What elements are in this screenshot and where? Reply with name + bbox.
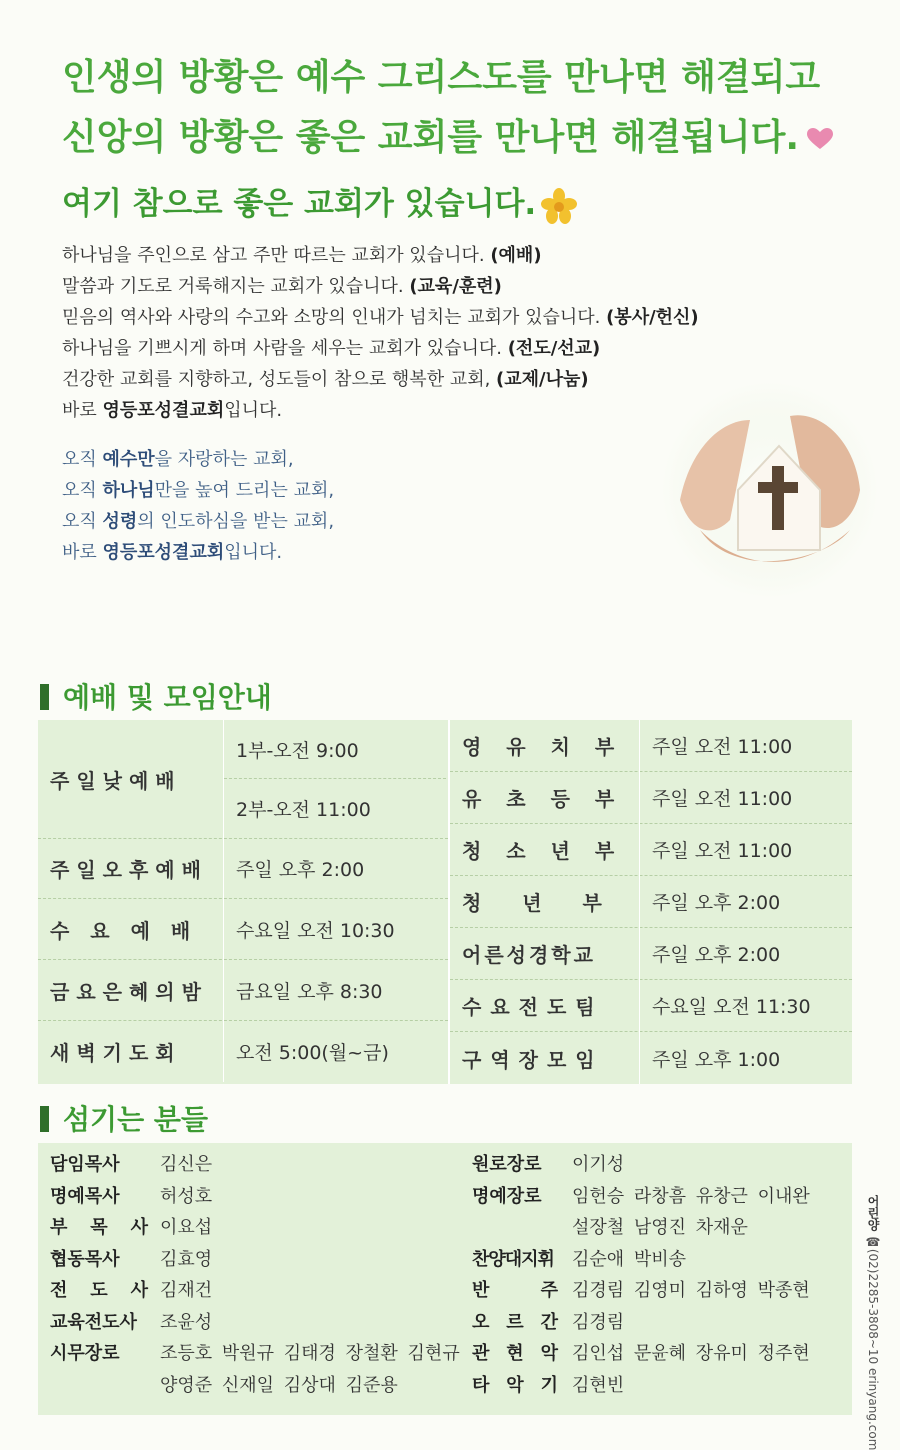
staff-names xyxy=(572,1244,686,1276)
service-row xyxy=(450,1032,852,1084)
service-name: 청 년 부 xyxy=(450,876,640,928)
staff-names xyxy=(160,1275,212,1307)
service-time: 주일 오전 11:00 xyxy=(652,788,793,810)
service-row xyxy=(38,838,448,899)
staff-name-line: 김재건 xyxy=(160,1280,213,1301)
only-pre: 오직 xyxy=(62,480,103,501)
headline-line-2 xyxy=(62,108,842,168)
service-row xyxy=(450,720,852,772)
service-time: 주일 오전 11:00 xyxy=(652,840,793,862)
service-time: 오전 5:00(월~금) xyxy=(236,1042,389,1064)
service-row xyxy=(450,980,852,1032)
staff-names xyxy=(160,1149,212,1181)
only-post: 의 인도하심을 받는 교회, xyxy=(137,511,335,532)
staff-row xyxy=(38,1181,460,1213)
staff-role: 시무장로 xyxy=(50,1343,120,1364)
only-bold: 예수만 xyxy=(102,449,155,470)
staff-row xyxy=(38,1307,460,1339)
staff-right-column xyxy=(472,1149,810,1401)
only-pre: 오직 xyxy=(62,511,103,532)
headline-line-1: 인생의 방황은 예수 그리스도를 만나면 해결되고 xyxy=(62,57,821,98)
side-credit xyxy=(862,1195,882,1450)
staff-names xyxy=(160,1244,212,1276)
staff-role: 교육전도사 xyxy=(50,1311,137,1333)
staff-name-line: 설장철 남영진 차재운 xyxy=(572,1217,748,1238)
staff-name-line: 조윤성 xyxy=(160,1311,213,1333)
service-time: 주일 오후 1:00 xyxy=(652,1048,781,1071)
service-time: 주일 오후 2:00 xyxy=(652,944,781,966)
services-section-title xyxy=(40,676,272,716)
intro-line-after: 입니다. xyxy=(224,400,283,421)
service-time: 주일 오후 2:00 xyxy=(652,892,781,914)
section-bar xyxy=(40,684,49,710)
heart-icon xyxy=(807,128,833,150)
service-name: 어른성경학교 xyxy=(450,928,640,980)
intro-line-tag: (전도/선교) xyxy=(507,338,601,359)
intro-line-tag: (교육/훈련) xyxy=(409,276,502,297)
staff-row xyxy=(472,1181,810,1244)
headline-line-2-text: 신앙의 방황은 좋은 교회를 만나면 해결됩니다. xyxy=(62,117,800,158)
intro-line xyxy=(62,240,822,271)
service-row xyxy=(38,960,448,1021)
service-name: 금요은혜의밤 xyxy=(38,960,224,1021)
only-statements xyxy=(62,444,334,568)
staff-name-line: 이요섭 xyxy=(160,1217,213,1238)
staff-name-line: 김경림 김영미 김하영 박종현 xyxy=(572,1280,810,1301)
staff-row xyxy=(472,1149,810,1181)
staff-row xyxy=(472,1307,810,1339)
staff-name-line: 양영준 신재일 김상대 김준용 xyxy=(160,1374,398,1396)
intro-line-text: 바로 xyxy=(62,400,103,421)
staff-row xyxy=(38,1244,460,1276)
services-left-column xyxy=(38,720,448,1082)
staff-name-line: 김효영 xyxy=(160,1248,213,1270)
hands-holding-church-image xyxy=(660,380,880,600)
headline xyxy=(62,48,842,168)
staff-name-line: 김신은 xyxy=(160,1154,213,1175)
service-row xyxy=(450,824,852,876)
staff-names xyxy=(572,1181,810,1244)
side-credit-text: ☎(02)2285-3808~10 erinyang.com xyxy=(866,1234,880,1450)
only-post: 만을 높여 드리는 교회, xyxy=(154,480,335,501)
intro-line-text: 하나님을 주인으로 삼고 주만 따르는 교회가 있습니다. xyxy=(62,245,491,266)
service-name: 수 요 예 배 xyxy=(38,899,224,960)
staff-names xyxy=(160,1212,212,1244)
service-time: 금요일 오후 8:30 xyxy=(236,980,383,1003)
service-time: 수요일 오전 11:30 xyxy=(652,996,811,1018)
only-bold: 영등포성결교회 xyxy=(102,542,225,563)
side-credit-name: 어린양 xyxy=(866,1195,880,1231)
sunday-service-times xyxy=(224,720,446,838)
staff-role: 명예장로 xyxy=(472,1185,542,1207)
only-post: 을 자랑하는 교회, xyxy=(154,449,294,470)
staff-names xyxy=(160,1338,460,1401)
service-row xyxy=(38,1021,448,1082)
service-time: 1부-오전 9:00 xyxy=(224,720,446,779)
services-table xyxy=(38,720,852,1084)
staff-row xyxy=(472,1244,810,1276)
service-row xyxy=(450,772,852,824)
staff-name-line: 허성호 xyxy=(160,1185,213,1207)
staff-names xyxy=(572,1338,810,1370)
service-name: 청 소 년 부 xyxy=(450,824,640,876)
intro-line-text: 믿음의 역사와 사랑의 수고와 소망의 인내가 넘치는 교회가 있습니다. xyxy=(62,307,607,328)
intro-line-tag: (예배) xyxy=(490,245,542,266)
staff-role: 오 르 간 xyxy=(472,1311,558,1333)
service-time: 수요일 오전 10:30 xyxy=(236,919,395,942)
staff-name-line: 김순애 박비송 xyxy=(572,1248,687,1270)
only-line xyxy=(62,444,334,475)
services-title-text: 예배 및 모임안내 xyxy=(63,681,272,714)
staff-row xyxy=(472,1338,810,1370)
only-pre: 오직 xyxy=(62,449,103,470)
subhead-text: 여기 참으로 좋은 교회가 있습니다. xyxy=(62,186,537,222)
staff-names xyxy=(160,1307,212,1339)
service-row xyxy=(38,899,448,960)
staff-title-text: 섬기는 분들 xyxy=(63,1103,208,1136)
staff-row xyxy=(472,1370,810,1402)
staff-role: 찬양대지휘 xyxy=(472,1248,554,1270)
staff-role: 타 악 기 xyxy=(472,1374,558,1396)
service-name: 주일오후예배 xyxy=(38,838,224,899)
service-name: 구역장모임 xyxy=(450,1032,640,1084)
staff-role: 원로장로 xyxy=(472,1154,542,1175)
staff-name-line: 김인섭 문윤혜 장유미 정주현 xyxy=(572,1343,810,1364)
staff-names xyxy=(572,1149,624,1181)
section-bar xyxy=(40,1106,49,1132)
service-time: 주일 오전 11:00 xyxy=(652,736,793,758)
intro-line-text: 하나님을 기쁘시게 하며 사람을 세우는 교회가 있습니다. xyxy=(62,338,508,359)
staff-role: 협동목사 xyxy=(50,1248,120,1270)
subhead xyxy=(62,178,578,225)
staff-list xyxy=(38,1143,852,1415)
service-time: 2부-오전 11:00 xyxy=(236,799,371,821)
service-name: 영 유 치 부 xyxy=(450,720,640,772)
service-time: 주일 오후 2:00 xyxy=(236,859,365,881)
staff-name-line: 임헌승 라창흠 유창근 이내완 xyxy=(572,1185,810,1207)
staff-row xyxy=(38,1275,460,1307)
intro-line xyxy=(62,302,822,333)
intro-line xyxy=(62,333,822,364)
staff-left-column xyxy=(38,1149,460,1401)
service-name: 주일낮예배 xyxy=(38,720,224,838)
only-post: 입니다. xyxy=(224,542,283,563)
staff-row xyxy=(472,1275,810,1307)
only-line xyxy=(62,475,334,506)
staff-name-line: 김현빈 xyxy=(572,1374,625,1396)
intro-line-text: 말씀과 기도로 거룩해지는 교회가 있습니다. xyxy=(62,276,410,297)
staff-role: 관 현 악 xyxy=(472,1343,558,1364)
staff-name-line: 김경림 xyxy=(572,1311,625,1333)
only-line xyxy=(62,537,334,568)
service-row xyxy=(450,876,852,928)
staff-role: 명예목사 xyxy=(50,1185,120,1207)
staff-name-line: 조등호 박원규 김태경 장철환 김현규 xyxy=(160,1343,460,1364)
staff-role: 반 주 xyxy=(472,1280,558,1301)
intro-line-tag: 영등포성결교회 xyxy=(102,400,225,421)
intro-line-text: 건강한 교회를 지향하고, 성도들이 참으로 행복한 교회, xyxy=(62,369,497,390)
intro-line-tag: (봉사/헌신) xyxy=(606,307,699,328)
intro-line-tag: (교제/나눔) xyxy=(496,369,589,390)
staff-section-title xyxy=(40,1098,208,1138)
staff-names xyxy=(160,1181,212,1213)
staff-row xyxy=(38,1212,460,1244)
service-name: 수요전도팀 xyxy=(450,980,640,1032)
service-name: 새벽기도회 xyxy=(38,1021,224,1082)
staff-role: 전 도 사 xyxy=(50,1280,148,1301)
staff-names xyxy=(572,1275,810,1307)
only-bold: 하나님 xyxy=(102,480,155,501)
only-pre: 바로 xyxy=(62,542,103,563)
staff-role: 담임목사 xyxy=(50,1154,120,1175)
staff-names xyxy=(572,1307,624,1339)
staff-row xyxy=(38,1149,460,1181)
services-right-column xyxy=(450,720,852,1084)
service-row xyxy=(450,928,852,980)
only-line xyxy=(62,506,334,537)
staff-role: 부 목 사 xyxy=(50,1217,148,1238)
staff-name-line: 이기성 xyxy=(572,1154,625,1175)
only-bold: 성령 xyxy=(102,511,138,532)
staff-row xyxy=(38,1338,460,1401)
staff-names xyxy=(572,1370,624,1402)
intro-line xyxy=(62,271,822,302)
sunday-service-row xyxy=(38,720,448,838)
flower-icon xyxy=(540,187,578,225)
service-name: 유 초 등 부 xyxy=(450,772,640,824)
